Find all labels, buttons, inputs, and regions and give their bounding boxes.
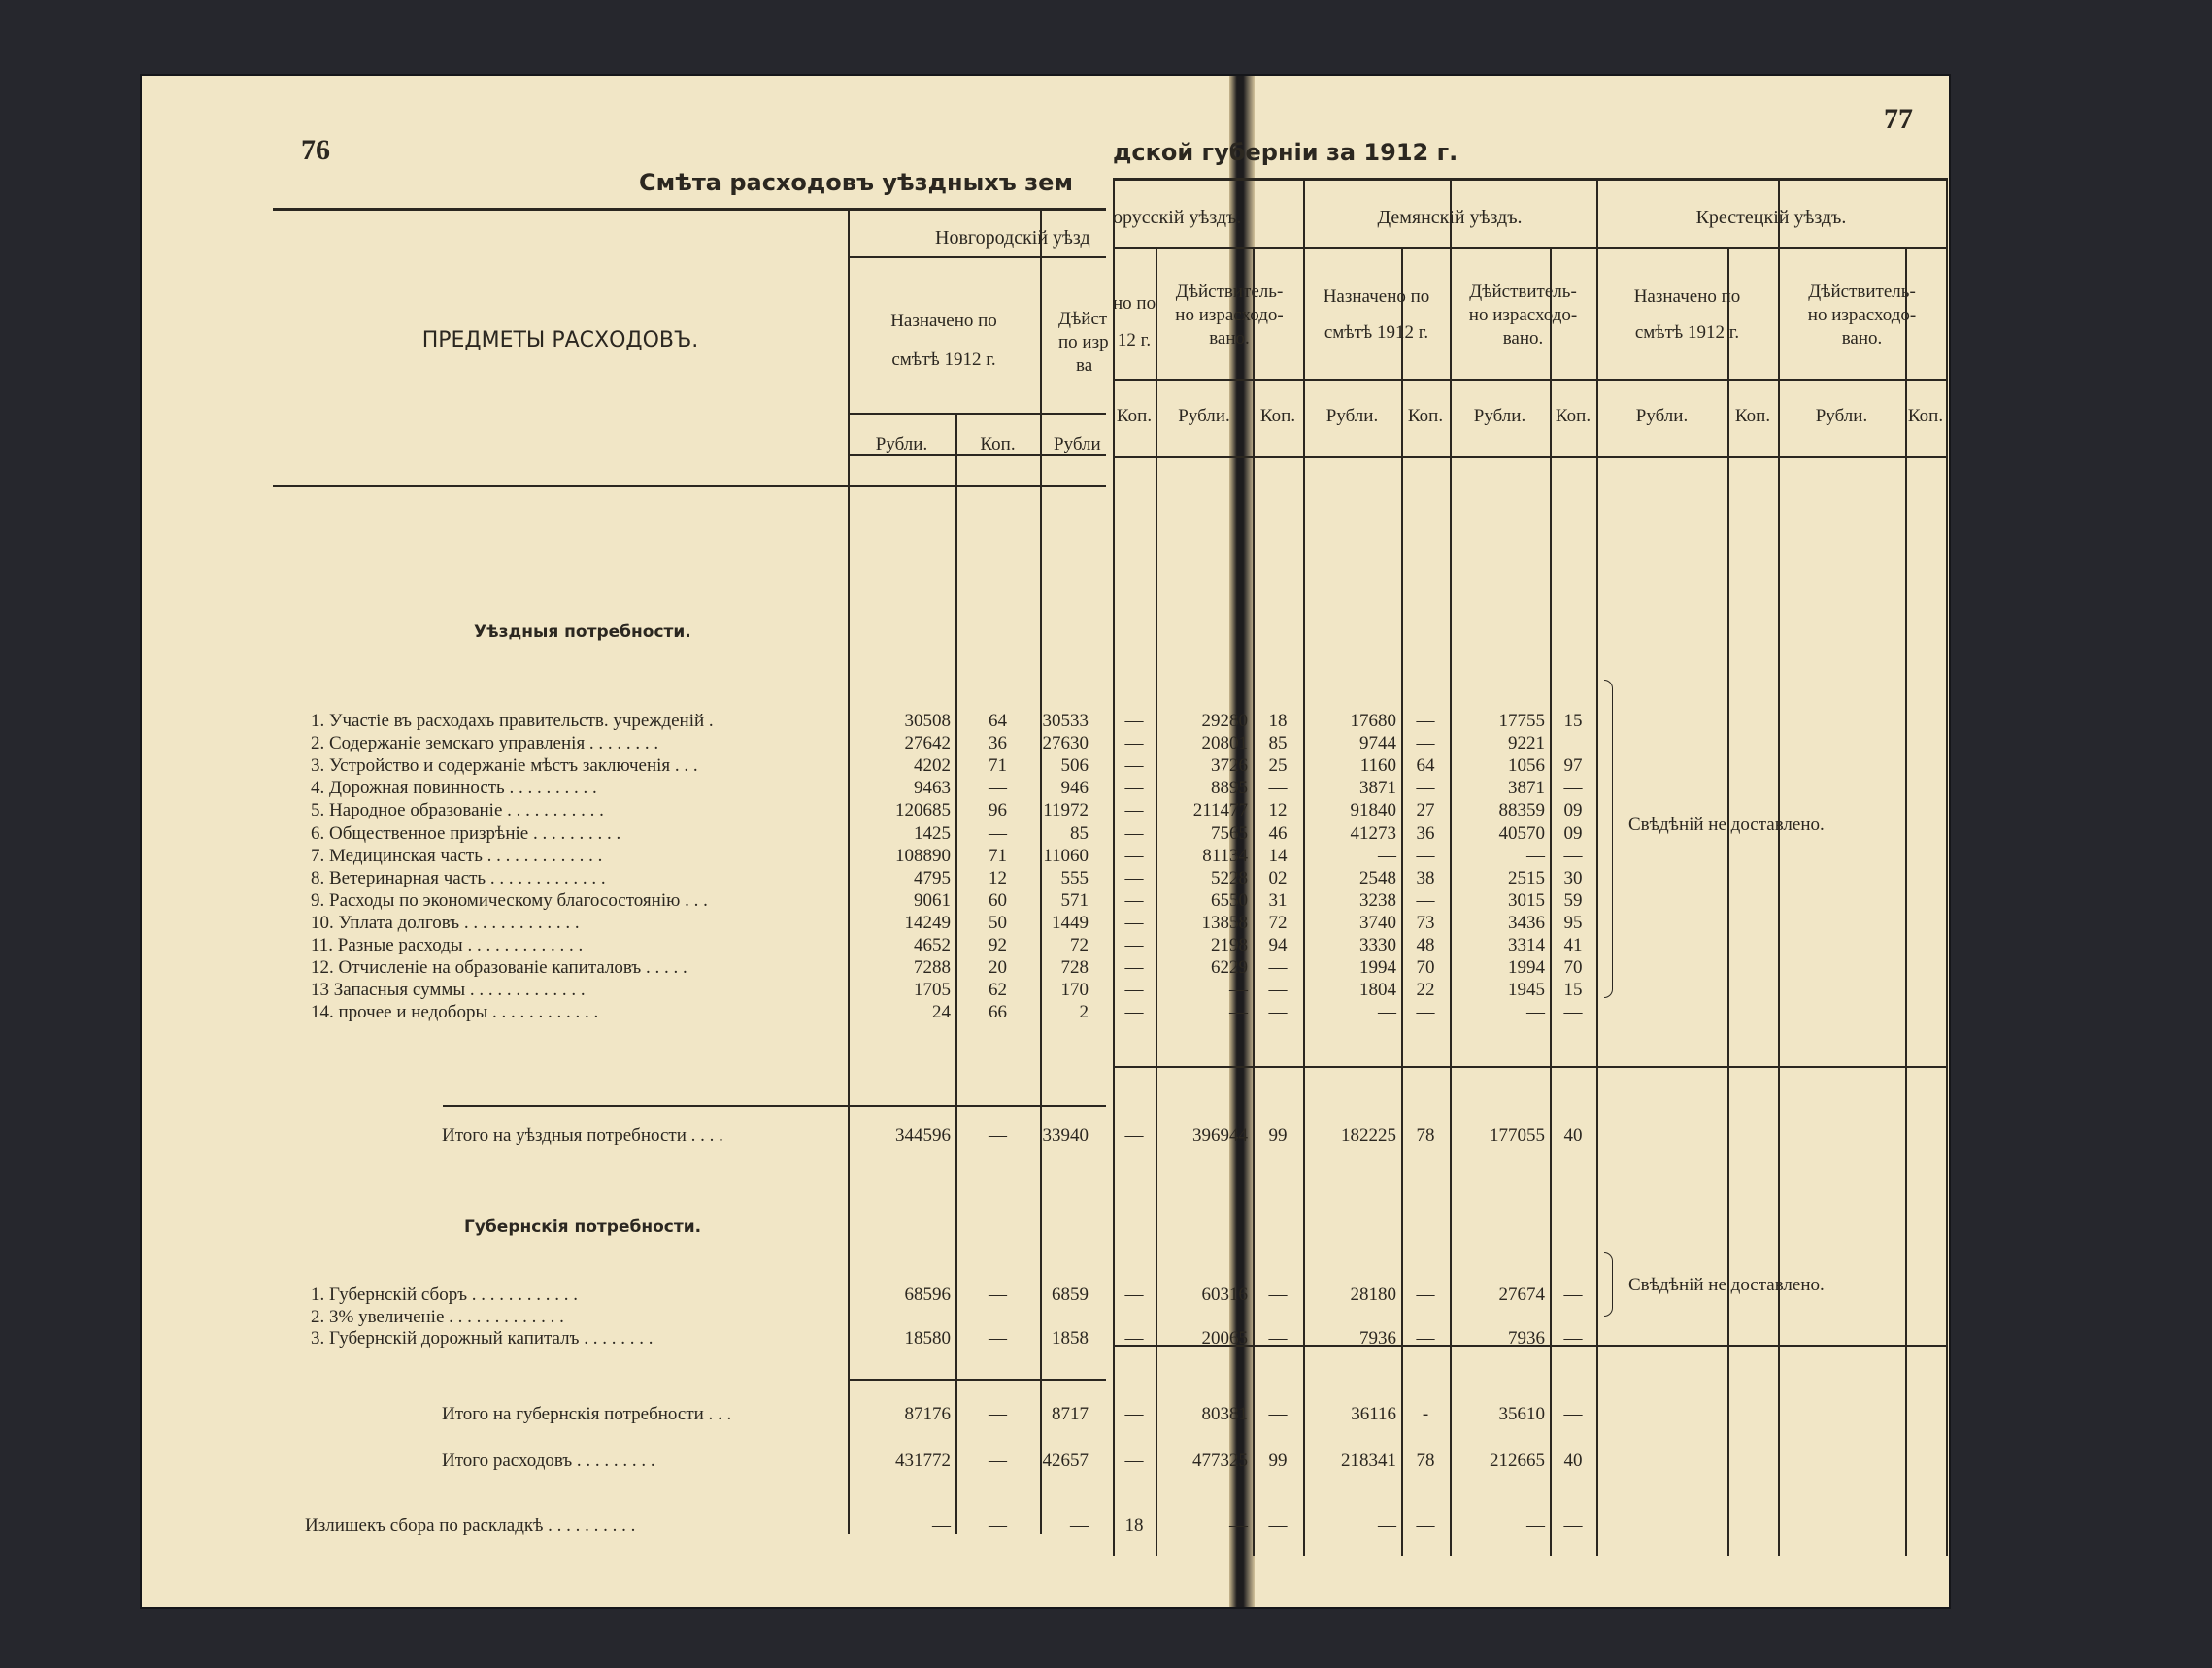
county-row-12-nov-rubles: 7288 bbox=[914, 957, 951, 979]
rule-line bbox=[1113, 1066, 1946, 1068]
county-row-13-nov-kopeks: 62 bbox=[989, 980, 1007, 1001]
county-row-4-dem-planned-rubles: 3871 bbox=[1359, 778, 1396, 799]
county-row-11-bel-actual-rubles: 2198 bbox=[1211, 935, 1248, 955]
county-total-dem-planned-kopeks: 78 bbox=[1416, 1125, 1435, 1146]
rule-line bbox=[1113, 247, 1946, 249]
surplus-row-nov-actual: — bbox=[1070, 1516, 1089, 1536]
county-row-10-dem-actual-rubles: 3436 bbox=[1508, 912, 1545, 933]
county-total-dem-actual-rubles: 177055 bbox=[1490, 1125, 1545, 1146]
county-row-3-bel-actual-kopeks: 25 bbox=[1268, 755, 1288, 777]
rule-line bbox=[848, 256, 1106, 258]
county-row-7-bel-actual-rubles: 81134 bbox=[1202, 845, 1248, 866]
county-row-3-label: 3. Устройство и содержаніе мѣстъ заключенія . . . bbox=[311, 755, 698, 777]
no-data-note-1: Свѣдѣній не доставлено. bbox=[1628, 815, 1825, 835]
header-actual-2-0: Дѣйствитель- bbox=[1808, 282, 1916, 302]
province-row-3-dem-actual-kopeks: — bbox=[1563, 1328, 1583, 1349]
header-actual-3: ва bbox=[1076, 355, 1093, 376]
county-row-6-dem-actual-kopeks: 09 bbox=[1563, 822, 1583, 844]
column-line bbox=[1905, 249, 1907, 1556]
county-row-5-dem-actual-kopeks: 09 bbox=[1563, 800, 1583, 821]
grand-total-nov-kopeks: — bbox=[989, 1451, 1007, 1471]
province-row-1-nov-kopeks: — bbox=[989, 1284, 1007, 1305]
county-row-11-dem-planned-rubles: 3330 bbox=[1359, 935, 1396, 955]
county-row-11-dem-planned-kopeks: 48 bbox=[1416, 935, 1435, 955]
county-row-7-nov-rubles: 108890 bbox=[895, 845, 951, 866]
header-actual-0-2: вано. bbox=[1209, 328, 1250, 349]
header-planned-2: смѣтѣ 1912 г. bbox=[891, 350, 996, 370]
province-row-3-nov-rubles: 18580 bbox=[904, 1328, 951, 1349]
county-row-13-nov-rubles: 1705 bbox=[914, 980, 951, 1001]
county-row-3-nov-kopeks: 71 bbox=[989, 755, 1007, 777]
surplus-row-dem-actual-kopeks: — bbox=[1563, 1516, 1583, 1536]
county-row-3-bel-planned-kop: — bbox=[1124, 755, 1144, 777]
header-planned-0: Назначено по bbox=[1323, 286, 1430, 307]
province-row-2-nov-kopeks: — bbox=[989, 1306, 1007, 1327]
county-row-14-dem-actual-rubles: — bbox=[1526, 1002, 1545, 1023]
province-row-3-bel-actual-kopeks: — bbox=[1268, 1328, 1288, 1349]
county-row-1-bel-planned-kop: — bbox=[1124, 711, 1144, 731]
county-row-14-nov-kopeks: 66 bbox=[989, 1002, 1007, 1023]
no-data-brace-2 bbox=[1604, 1252, 1613, 1317]
county-row-12-bel-actual-rubles: 6229 bbox=[1211, 957, 1248, 979]
province-row-2-dem-actual-kopeks: — bbox=[1563, 1306, 1583, 1327]
province-total-bel-actual-kopeks: — bbox=[1268, 1404, 1288, 1424]
column-line bbox=[1596, 178, 1598, 1556]
header-planned-cut-2: 12 г. bbox=[1117, 330, 1152, 350]
county-row-4-bel-planned-kop: — bbox=[1124, 778, 1144, 799]
province-row-1-bel-actual-rubles: 60316 bbox=[1201, 1284, 1248, 1305]
county-row-5-bel-planned-kop: — bbox=[1124, 800, 1144, 821]
header-unit-7: Рубли. bbox=[1635, 406, 1689, 426]
county-row-8-dem-actual-kopeks: 30 bbox=[1563, 867, 1583, 888]
province-row-3-nov-actual: 1858 bbox=[1052, 1328, 1089, 1349]
county-row-11-nov-kopeks: 92 bbox=[989, 935, 1007, 955]
county-row-7-dem-actual-kopeks: — bbox=[1563, 845, 1583, 866]
province-row-1-nov-actual: 6859 bbox=[1052, 1284, 1089, 1305]
county-row-14-nov-rubles: 24 bbox=[932, 1002, 951, 1023]
province-total-bel-actual-rubles: 80381 bbox=[1201, 1404, 1248, 1424]
county-row-8-nov-actual: 555 bbox=[1060, 867, 1089, 888]
county-row-1-dem-planned-rubles: 17680 bbox=[1350, 711, 1396, 731]
county-row-6-label: 6. Общественное призрѣніе . . . . . . . . . . bbox=[311, 822, 621, 844]
county-row-11-dem-actual-kopeks: 41 bbox=[1563, 935, 1583, 955]
header-unit-9: Рубли. bbox=[1815, 406, 1868, 426]
grand-total-dem-planned-rubles: 218341 bbox=[1341, 1451, 1396, 1471]
county-row-11-nov-actual: 72 bbox=[1070, 935, 1089, 955]
rule-line bbox=[1113, 178, 1948, 181]
header-unit-6: Коп. bbox=[1555, 406, 1592, 426]
grand-total-label: Итого расходовъ . . . . . . . . . bbox=[442, 1451, 655, 1471]
province-row-1-label: 1. Губернскій сборъ . . . . . . . . . . . . bbox=[311, 1284, 579, 1305]
county-row-13-bel-actual-kopeks: — bbox=[1268, 980, 1288, 1001]
header-unit-5: Рубли. bbox=[1473, 406, 1526, 426]
county-row-7-bel-planned-kop: — bbox=[1124, 845, 1144, 866]
province-total-nov-rubles: 87176 bbox=[904, 1404, 951, 1424]
county-row-5-bel-actual-kopeks: 12 bbox=[1268, 800, 1288, 821]
surplus-row-nov-rubles: — bbox=[932, 1516, 951, 1536]
surplus-row-dem-planned-kopeks: — bbox=[1416, 1516, 1435, 1536]
surplus-row-bel-planned-kop: 18 bbox=[1124, 1516, 1144, 1536]
province-row-3-dem-planned-rubles: 7936 bbox=[1359, 1328, 1396, 1349]
county-row-6-bel-actual-kopeks: 46 bbox=[1268, 822, 1288, 844]
county-row-1-nov-actual: 30533 bbox=[1042, 711, 1089, 731]
rule-line bbox=[443, 1105, 1106, 1107]
province-total-dem-planned-rubles: 36116 bbox=[1351, 1404, 1396, 1424]
column-line bbox=[1727, 249, 1729, 1556]
header-rubles-2: Рубли bbox=[1054, 434, 1101, 454]
province-row-2-label: 2. 3% увеличеніе . . . . . . . . . . . . . bbox=[311, 1306, 564, 1327]
county-total-label: Итого на уѣздныя потребности . . . . bbox=[442, 1125, 723, 1146]
county-row-1-bel-actual-rubles: 29280 bbox=[1201, 711, 1248, 731]
county-row-7-nov-kopeks: 71 bbox=[989, 845, 1007, 866]
province-total-nov-kopeks: — bbox=[989, 1404, 1007, 1424]
province-total-nov-actual: 8717 bbox=[1052, 1404, 1089, 1424]
county-row-10-bel-actual-kopeks: 72 bbox=[1268, 912, 1288, 933]
header-unit-3: Рубли. bbox=[1325, 406, 1379, 426]
grand-total-nov-rubles: 431772 bbox=[895, 1451, 951, 1471]
county-row-12-dem-planned-kopeks: 70 bbox=[1416, 957, 1435, 979]
county-row-13-bel-planned-kop: — bbox=[1124, 980, 1144, 1001]
header-actual-2-1: но израсходо- bbox=[1807, 305, 1917, 325]
county-row-8-nov-rubles: 4795 bbox=[914, 867, 951, 888]
header-actual-1-0: Дѣйствитель- bbox=[1469, 282, 1577, 302]
county-row-5-nov-actual: 11972 bbox=[1043, 800, 1089, 821]
header-unit-10: Коп. bbox=[1907, 406, 1944, 426]
county-row-4-label: 4. Дорожная повинность . . . . . . . . . . bbox=[311, 778, 597, 799]
county-row-8-dem-planned-kopeks: 38 bbox=[1416, 867, 1435, 888]
county-row-14-bel-actual-kopeks: — bbox=[1268, 1002, 1288, 1023]
county-row-3-dem-planned-rubles: 1160 bbox=[1359, 755, 1396, 777]
county-row-7-label: 7. Медицинская часть . . . . . . . . . . . . . bbox=[311, 845, 603, 866]
county-row-14-nov-actual: 2 bbox=[1079, 1002, 1089, 1023]
county-row-6-bel-planned-kop: — bbox=[1124, 822, 1144, 844]
county-row-9-nov-kopeks: 60 bbox=[989, 889, 1007, 911]
province-row-2-bel-planned-kop: — bbox=[1124, 1306, 1144, 1327]
county-row-4-dem-planned-kopeks: — bbox=[1416, 778, 1435, 799]
header-actual-1-1: но израсходо- bbox=[1468, 305, 1578, 325]
county-row-2-nov-kopeks: 36 bbox=[989, 733, 1007, 754]
surplus-row-bel-actual-kopeks: — bbox=[1268, 1516, 1288, 1536]
column-line bbox=[1946, 178, 1948, 1556]
province-row-1-dem-planned-kopeks: — bbox=[1416, 1284, 1435, 1305]
county-row-2-nov-actual: 27630 bbox=[1042, 733, 1089, 754]
county-row-9-dem-planned-kopeks: — bbox=[1416, 889, 1435, 911]
header-planned-cut: но по bbox=[1113, 293, 1156, 314]
surplus-row-bel-actual-rubles: — bbox=[1229, 1516, 1248, 1536]
county-row-4-nov-kopeks: — bbox=[989, 778, 1007, 799]
county-row-2-bel-actual-kopeks: 85 bbox=[1268, 733, 1288, 754]
county-row-4-nov-rubles: 9463 bbox=[914, 778, 951, 799]
county-row-10-dem-planned-kopeks: 73 bbox=[1416, 912, 1435, 933]
county-row-5-dem-planned-kopeks: 27 bbox=[1416, 800, 1435, 821]
county-row-6-nov-actual: 85 bbox=[1070, 822, 1089, 844]
county-row-7-dem-planned-kopeks: — bbox=[1416, 845, 1435, 866]
header-planned: Назначено по bbox=[890, 311, 997, 331]
county-row-6-nov-rubles: 1425 bbox=[914, 822, 951, 844]
province-total-dem-actual-kopeks: — bbox=[1563, 1404, 1583, 1424]
county-row-2-bel-actual-rubles: 20801 bbox=[1201, 733, 1248, 754]
county-row-13-bel-actual-rubles: — bbox=[1229, 980, 1248, 1001]
county-row-1-dem-actual-kopeks: 15 bbox=[1563, 711, 1583, 731]
county-total-nov-kopeks: — bbox=[989, 1125, 1007, 1146]
county-row-7-nov-actual: 11060 bbox=[1043, 845, 1089, 866]
county-row-2-dem-planned-kopeks: — bbox=[1416, 733, 1435, 754]
county-row-6-dem-planned-kopeks: 36 bbox=[1416, 822, 1435, 844]
province-row-2-dem-planned-kopeks: — bbox=[1416, 1306, 1435, 1327]
no-data-note-2: Свѣдѣній не доставлено. bbox=[1628, 1275, 1825, 1295]
page-number-right: 77 bbox=[1884, 103, 1913, 135]
county-row-8-bel-actual-rubles: 5228 bbox=[1211, 867, 1248, 888]
county-row-9-nov-rubles: 9061 bbox=[914, 889, 951, 911]
county-row-12-label: 12. Отчисленіе на образованіе капиталовъ . . . . . bbox=[311, 957, 687, 979]
county-row-13-dem-planned-rubles: 1804 bbox=[1359, 980, 1396, 1001]
grand-total-dem-actual-kopeks: 40 bbox=[1563, 1451, 1583, 1471]
rule-line bbox=[273, 208, 1106, 211]
province-total-label: Итого на губернскія потребности . . . bbox=[442, 1404, 732, 1424]
header-actual-1-2: вано. bbox=[1502, 328, 1544, 349]
province-total-dem-planned-kopeks: - bbox=[1422, 1404, 1429, 1424]
county-row-9-dem-planned-rubles: 3238 bbox=[1359, 889, 1396, 911]
county-total-dem-planned-rubles: 182225 bbox=[1341, 1125, 1396, 1146]
county-row-13-dem-actual-kopeks: 15 bbox=[1563, 980, 1583, 1001]
county-row-1-dem-planned-kopeks: — bbox=[1416, 711, 1435, 731]
county-total-bel-planned-kop: — bbox=[1124, 1125, 1144, 1146]
rule-line bbox=[273, 485, 1106, 487]
county-row-6-dem-actual-rubles: 40570 bbox=[1498, 822, 1545, 844]
county-row-1-dem-actual-rubles: 17755 bbox=[1498, 711, 1545, 731]
grand-total-dem-planned-kopeks: 78 bbox=[1416, 1451, 1435, 1471]
county-row-4-dem-actual-kopeks: — bbox=[1563, 778, 1583, 799]
header-actual-0-1: но израсходо- bbox=[1175, 305, 1284, 325]
province-row-3-dem-actual-rubles: 7936 bbox=[1508, 1328, 1545, 1349]
county-row-8-nov-kopeks: 12 bbox=[989, 867, 1007, 888]
county-row-12-nov-kopeks: 20 bbox=[989, 957, 1007, 979]
province-row-2-dem-actual-rubles: — bbox=[1526, 1306, 1545, 1327]
county-row-9-label: 9. Расходы по экономическому благосостоянію . . . bbox=[311, 889, 708, 911]
surplus-row-nov-kopeks: — bbox=[989, 1516, 1007, 1536]
province-row-1-bel-planned-kop: — bbox=[1124, 1284, 1144, 1305]
county-row-1-nov-kopeks: 64 bbox=[989, 711, 1007, 731]
county-row-5-bel-actual-rubles: 211477 bbox=[1192, 800, 1248, 821]
province-row-3-bel-planned-kop: — bbox=[1124, 1328, 1144, 1349]
county-total-bel-actual-rubles: 396944 bbox=[1192, 1125, 1248, 1146]
header-county-krestsy: Крестецкій уѣздъ. bbox=[1695, 207, 1847, 228]
province-row-2-dem-planned-rubles: — bbox=[1378, 1306, 1396, 1327]
header-unit-0: Коп. bbox=[1116, 406, 1153, 426]
header-items: ПРЕДМЕТЫ РАСХОДОВЪ. bbox=[421, 328, 699, 352]
county-row-7-bel-actual-kopeks: 14 bbox=[1268, 845, 1288, 866]
county-row-1-nov-rubles: 30508 bbox=[904, 711, 951, 731]
province-row-1-dem-actual-kopeks: — bbox=[1563, 1284, 1583, 1305]
county-row-3-dem-planned-kopeks: 64 bbox=[1416, 755, 1435, 777]
county-row-12-dem-actual-kopeks: 70 bbox=[1563, 957, 1583, 979]
header-unit-1: Рубли. bbox=[1178, 406, 1230, 426]
county-row-8-dem-planned-rubles: 2548 bbox=[1359, 867, 1396, 888]
province-row-1-dem-planned-rubles: 28180 bbox=[1350, 1284, 1396, 1305]
county-row-7-dem-planned-rubles: — bbox=[1378, 845, 1396, 866]
province-row-2-bel-actual-rubles: — bbox=[1229, 1306, 1248, 1327]
header-actual-2: по изр bbox=[1058, 332, 1109, 352]
county-row-3-dem-actual-kopeks: 97 bbox=[1563, 755, 1583, 777]
header-unit-8: Коп. bbox=[1734, 406, 1771, 426]
header-planned-0-b: смѣтѣ 1912 г. bbox=[1324, 322, 1429, 343]
county-row-4-bel-actual-kopeks: — bbox=[1268, 778, 1288, 799]
county-row-10-label: 10. Уплата долговъ . . . . . . . . . . . . . bbox=[311, 912, 580, 933]
province-row-3-dem-planned-kopeks: — bbox=[1416, 1328, 1435, 1349]
county-row-6-dem-planned-rubles: 41273 bbox=[1350, 822, 1396, 844]
county-row-13-dem-actual-rubles: 1945 bbox=[1508, 980, 1545, 1001]
section-province-needs: Губернскія потребности. bbox=[464, 1218, 702, 1237]
county-total-bel-actual-kopeks: 99 bbox=[1268, 1125, 1288, 1146]
county-row-9-bel-actual-rubles: 6550 bbox=[1211, 889, 1248, 911]
page-number-left: 76 bbox=[301, 134, 330, 166]
county-row-5-dem-actual-rubles: 88359 bbox=[1498, 800, 1545, 821]
county-row-8-label: 8. Ветеринарная часть . . . . . . . . . . . . . bbox=[311, 867, 606, 888]
county-row-9-nov-actual: 571 bbox=[1060, 889, 1089, 911]
county-row-3-dem-actual-rubles: 1056 bbox=[1508, 755, 1545, 777]
province-row-2-bel-actual-kopeks: — bbox=[1268, 1306, 1288, 1327]
county-row-5-nov-rubles: 120685 bbox=[895, 800, 951, 821]
province-row-3-label: 3. Губернскій дорожный капиталъ . . . . . . . . bbox=[311, 1328, 654, 1349]
province-row-3-bel-actual-rubles: 20065 bbox=[1201, 1328, 1248, 1349]
county-row-9-bel-actual-kopeks: 31 bbox=[1268, 889, 1288, 911]
province-total-dem-actual-rubles: 35610 bbox=[1498, 1404, 1545, 1424]
grand-total-bel-actual-kopeks: 99 bbox=[1268, 1451, 1288, 1471]
county-row-5-nov-kopeks: 96 bbox=[989, 800, 1007, 821]
province-row-2-nov-rubles: — bbox=[932, 1306, 951, 1327]
county-row-10-nov-actual: 1449 bbox=[1052, 912, 1089, 933]
county-row-2-dem-actual-rubles: 9221 bbox=[1508, 733, 1545, 754]
county-row-10-bel-planned-kop: — bbox=[1124, 912, 1144, 933]
county-row-11-dem-actual-rubles: 3314 bbox=[1508, 935, 1545, 955]
grand-total-bel-actual-rubles: 477325 bbox=[1192, 1451, 1248, 1471]
header-unit-4: Коп. bbox=[1407, 406, 1444, 426]
county-row-11-bel-planned-kop: — bbox=[1124, 935, 1144, 955]
grand-total-dem-actual-rubles: 212665 bbox=[1490, 1451, 1545, 1471]
province-row-1-bel-actual-kopeks: — bbox=[1268, 1284, 1288, 1305]
county-row-5-label: 5. Народное образованіе . . . . . . . . . . . bbox=[311, 800, 604, 821]
county-row-13-nov-actual: 170 bbox=[1060, 980, 1089, 1001]
county-row-2-label: 2. Содержаніе земскаго управленія . . . . . . . . bbox=[311, 733, 659, 754]
header-county-demyansk: Демянскій уѣздъ. bbox=[1377, 207, 1523, 228]
county-row-1-label: 1. Участіе въ расходахъ правительств. учрежденій . bbox=[311, 711, 714, 731]
county-row-14-dem-actual-kopeks: — bbox=[1563, 1002, 1583, 1023]
header-planned-1: Назначено по bbox=[1633, 286, 1741, 307]
county-row-9-bel-planned-kop: — bbox=[1124, 889, 1144, 911]
county-row-10-bel-actual-rubles: 13858 bbox=[1201, 912, 1248, 933]
county-row-12-bel-planned-kop: — bbox=[1124, 957, 1144, 979]
column-line bbox=[1778, 178, 1780, 1556]
rule-line bbox=[1113, 379, 1946, 381]
county-row-4-bel-actual-rubles: 8895 bbox=[1211, 778, 1248, 799]
county-row-11-nov-rubles: 4652 bbox=[914, 935, 951, 955]
county-row-4-nov-actual: 946 bbox=[1060, 778, 1089, 799]
county-row-5-dem-planned-rubles: 91840 bbox=[1350, 800, 1396, 821]
county-row-13-dem-planned-kopeks: 22 bbox=[1416, 980, 1435, 1001]
county-row-2-bel-planned-kop: — bbox=[1124, 733, 1144, 754]
surplus-row-label: Излишекъ сбора по раскладкѣ . . . . . . . . . . bbox=[305, 1516, 636, 1536]
surplus-row-dem-actual-rubles: — bbox=[1526, 1516, 1545, 1536]
header-actual: Дѣйст bbox=[1058, 309, 1108, 329]
county-row-10-dem-planned-rubles: 3740 bbox=[1359, 912, 1396, 933]
header-planned-1-b: смѣтѣ 1912 г. bbox=[1634, 322, 1740, 343]
header-actual-2-2: вано. bbox=[1841, 328, 1883, 349]
rule-line bbox=[1113, 456, 1946, 458]
header-county-novgorod: Новгородскій уѣзд bbox=[935, 227, 1090, 249]
province-total-bel-planned-kop: — bbox=[1124, 1404, 1144, 1424]
title-left: Смѣта расходовъ уѣздныхъ зем bbox=[639, 169, 1073, 196]
county-row-2-nov-rubles: 27642 bbox=[904, 733, 951, 754]
grand-total-bel-planned-kop: — bbox=[1124, 1451, 1144, 1471]
county-total-nov-rubles: 344596 bbox=[895, 1125, 951, 1146]
section-county-needs: Уѣздныя потребности. bbox=[474, 622, 691, 642]
surplus-row-dem-planned-rubles: — bbox=[1378, 1516, 1396, 1536]
county-row-7-dem-actual-rubles: — bbox=[1526, 845, 1545, 866]
county-row-9-dem-actual-rubles: 3015 bbox=[1508, 889, 1545, 911]
county-row-1-bel-actual-kopeks: 18 bbox=[1268, 711, 1288, 731]
county-row-12-dem-actual-rubles: 1994 bbox=[1508, 957, 1545, 979]
county-row-3-nov-actual: 506 bbox=[1060, 755, 1089, 777]
header-kopeks: Коп. bbox=[980, 434, 1016, 454]
county-row-3-bel-actual-rubles: 3726 bbox=[1211, 755, 1248, 777]
rule-line bbox=[848, 1379, 1106, 1381]
county-row-14-bel-actual-rubles: — bbox=[1229, 1002, 1248, 1023]
county-row-6-bel-actual-rubles: 7565 bbox=[1211, 822, 1248, 844]
county-row-10-nov-rubles: 14249 bbox=[904, 912, 951, 933]
county-row-12-nov-actual: 728 bbox=[1060, 957, 1089, 979]
county-row-11-label: 11. Разные расходы . . . . . . . . . . . . . bbox=[311, 935, 584, 955]
header-unit-2: Коп. bbox=[1259, 406, 1296, 426]
county-row-8-dem-actual-rubles: 2515 bbox=[1508, 867, 1545, 888]
county-row-13-label: 13 Запасныя суммы . . . . . . . . . . . . . bbox=[311, 980, 586, 1001]
rule-line bbox=[848, 413, 1106, 415]
county-row-14-label: 14. прочее и недоборы . . . . . . . . . . . . bbox=[311, 1002, 599, 1023]
county-row-12-dem-planned-rubles: 1994 bbox=[1359, 957, 1396, 979]
county-total-nov-actual: 33940 bbox=[1042, 1125, 1089, 1146]
county-row-10-nov-kopeks: 50 bbox=[989, 912, 1007, 933]
no-data-brace-1 bbox=[1604, 680, 1613, 998]
county-row-4-dem-actual-rubles: 3871 bbox=[1508, 778, 1545, 799]
county-row-12-bel-actual-kopeks: — bbox=[1268, 957, 1288, 979]
county-row-8-bel-planned-kop: — bbox=[1124, 867, 1144, 888]
province-row-3-nov-kopeks: — bbox=[989, 1328, 1007, 1349]
county-row-3-nov-rubles: 4202 bbox=[914, 755, 951, 777]
county-row-11-bel-actual-kopeks: 94 bbox=[1268, 935, 1288, 955]
county-row-10-dem-actual-kopeks: 95 bbox=[1563, 912, 1583, 933]
county-row-14-bel-planned-kop: — bbox=[1124, 1002, 1144, 1023]
county-row-8-bel-actual-kopeks: 02 bbox=[1268, 867, 1288, 888]
county-row-14-dem-planned-kopeks: — bbox=[1416, 1002, 1435, 1023]
province-row-1-dem-actual-rubles: 27674 bbox=[1498, 1284, 1545, 1305]
grand-total-nov-actual: 42657 bbox=[1042, 1451, 1089, 1471]
province-row-2-nov-actual: — bbox=[1070, 1306, 1089, 1327]
county-row-9-dem-actual-kopeks: 59 bbox=[1563, 889, 1583, 911]
province-row-1-nov-rubles: 68596 bbox=[904, 1284, 951, 1305]
county-row-6-nov-kopeks: — bbox=[989, 822, 1007, 844]
title-right: дской губерніи за 1912 г. bbox=[1113, 139, 1458, 166]
header-rubles: Рубли. bbox=[875, 434, 928, 454]
county-row-14-dem-planned-rubles: — bbox=[1378, 1002, 1396, 1023]
county-row-2-dem-planned-rubles: 9744 bbox=[1359, 733, 1396, 754]
header-actual-0-0: Дѣйствитель- bbox=[1175, 282, 1284, 302]
header-county-belozersk: орусскій уѣздъ. bbox=[1113, 207, 1242, 228]
county-total-dem-actual-kopeks: 40 bbox=[1563, 1125, 1583, 1146]
